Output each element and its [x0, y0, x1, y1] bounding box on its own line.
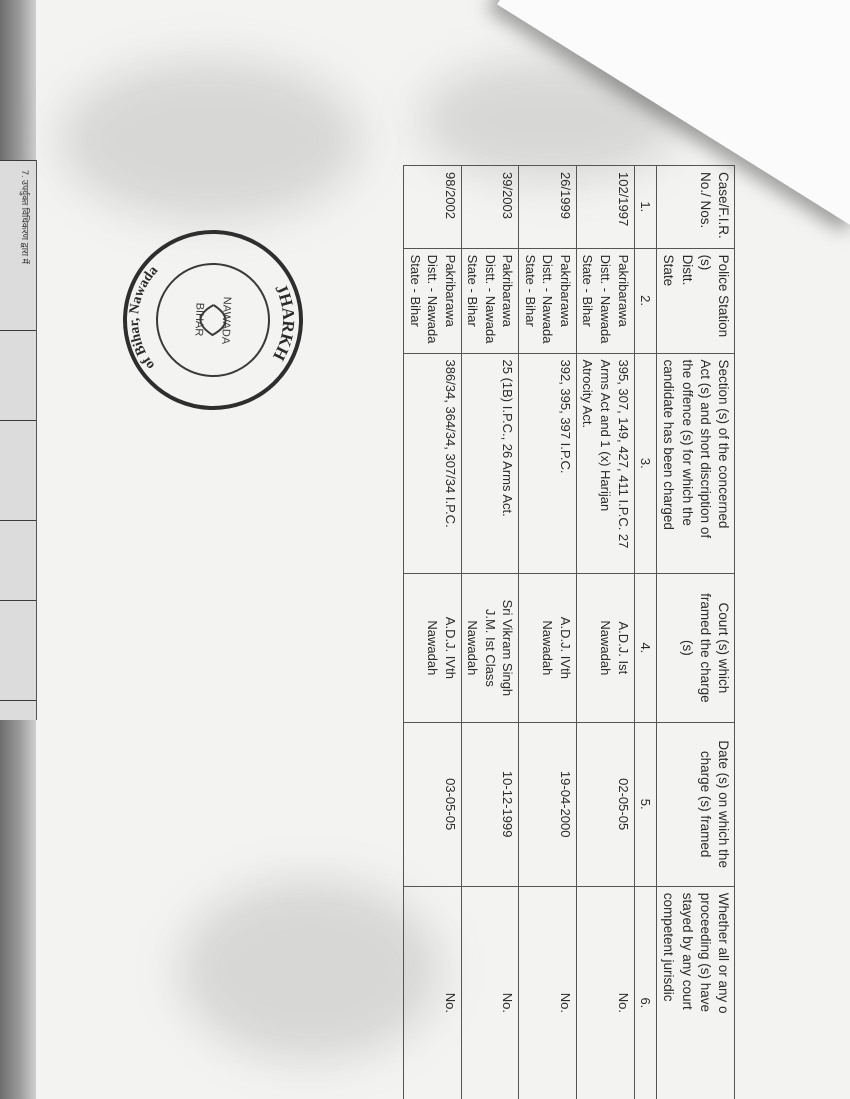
table-row — [576, 166, 634, 1099]
header-sections: Section (s) of the concerned Act (s) and short discription of the offence (s) for which the candidate has been charged — [657, 353, 735, 574]
sections-cell: 392, 395, 397 I.P.C. — [519, 353, 577, 574]
header-date: Date (s) on which the charge (s) framed — [657, 722, 735, 886]
stayed-cell: No. — [519, 886, 577, 1099]
table-row — [461, 166, 519, 1099]
sections-cell: 395, 307, 149, 427, 411 I.P.C. 27 Arms Act and 1 (x) Harijan Atrocity Act. — [576, 353, 634, 574]
police-station-cell: Pakribarawa Distt. - Nawada State - Bihar — [404, 248, 462, 353]
date-cell: 10-12-1999 — [461, 722, 519, 886]
table-row — [519, 166, 577, 1099]
col-number: 5. — [634, 722, 657, 886]
seal-center-line: NAWADA — [219, 296, 233, 345]
table-row — [404, 166, 462, 1099]
strip-text: 7. उपर्युक्त विधिकरण द्वारा में — [20, 170, 30, 264]
court-cell: A.D.J. IVth Nawadah — [404, 574, 462, 723]
column-number-row — [634, 166, 657, 1099]
case-no-cell: 102/1997 — [576, 166, 634, 249]
header-stayed: Whether all or any o proceeding (s) have stayed by any court competent jurisdic — [657, 886, 735, 1099]
sections-cell: 25 (1B) I.P.C., 26 Arms Act. — [461, 353, 519, 574]
case-no-cell: 39/2003 — [461, 166, 519, 249]
col-number: 4. — [634, 574, 657, 723]
col-number: 2. — [634, 248, 657, 353]
case-no-cell: 26/1999 — [519, 166, 577, 249]
header-police-station: Police Station (s) Distt. State — [657, 248, 735, 353]
charges-table — [403, 165, 735, 1099]
seal-bottom-text: of Bihar, Nawada — [126, 263, 162, 373]
date-cell: 03-05-05 — [404, 722, 462, 886]
date-cell: 19-04-2000 — [519, 722, 577, 886]
col-number: 1. — [634, 166, 657, 249]
col-number: 6. — [634, 886, 657, 1099]
page-edge-strip — [0, 0, 36, 1099]
seal-top-text: JHARKH — [269, 281, 299, 364]
stayed-cell: No. — [576, 886, 634, 1099]
sections-cell: 386/34, 364/34, 307/34 I.P.C. — [404, 353, 462, 574]
court-cell: A.D.J. IVth Nawadah — [519, 574, 577, 723]
charges-table-container — [305, 165, 735, 1099]
case-no-cell: 98/2002 — [404, 166, 462, 249]
svg-text:of Bihar, Nawada — [125, 262, 161, 372]
police-station-cell: Pakribarawa Distt. - Nawada State - Bihar — [461, 248, 519, 353]
header-case-no: Case/F.I.R. No./ Nos. — [657, 166, 735, 249]
stayed-cell: No. — [404, 886, 462, 1099]
police-station-cell: Pakribarawa Distt. - Nawada State - Bihar — [519, 248, 577, 353]
header-court: Court (s) which framed the charge (s) — [657, 574, 735, 723]
stayed-cell: No. — [461, 886, 519, 1099]
court-cell: A.D.J. Ist Nawadah — [576, 574, 634, 723]
police-station-cell: Pakribarawa Distt. - Nawada State - Bihar — [576, 248, 634, 353]
seal-center-line: BIHAR — [192, 302, 206, 337]
col-number: 3. — [634, 353, 657, 574]
court-cell: Sri Vikram Singh J.M. Ist Class Nawadah — [461, 574, 519, 723]
date-cell: 02-05-05 — [576, 722, 634, 886]
table-header-row — [657, 166, 735, 1099]
official-seal — [115, 222, 312, 419]
